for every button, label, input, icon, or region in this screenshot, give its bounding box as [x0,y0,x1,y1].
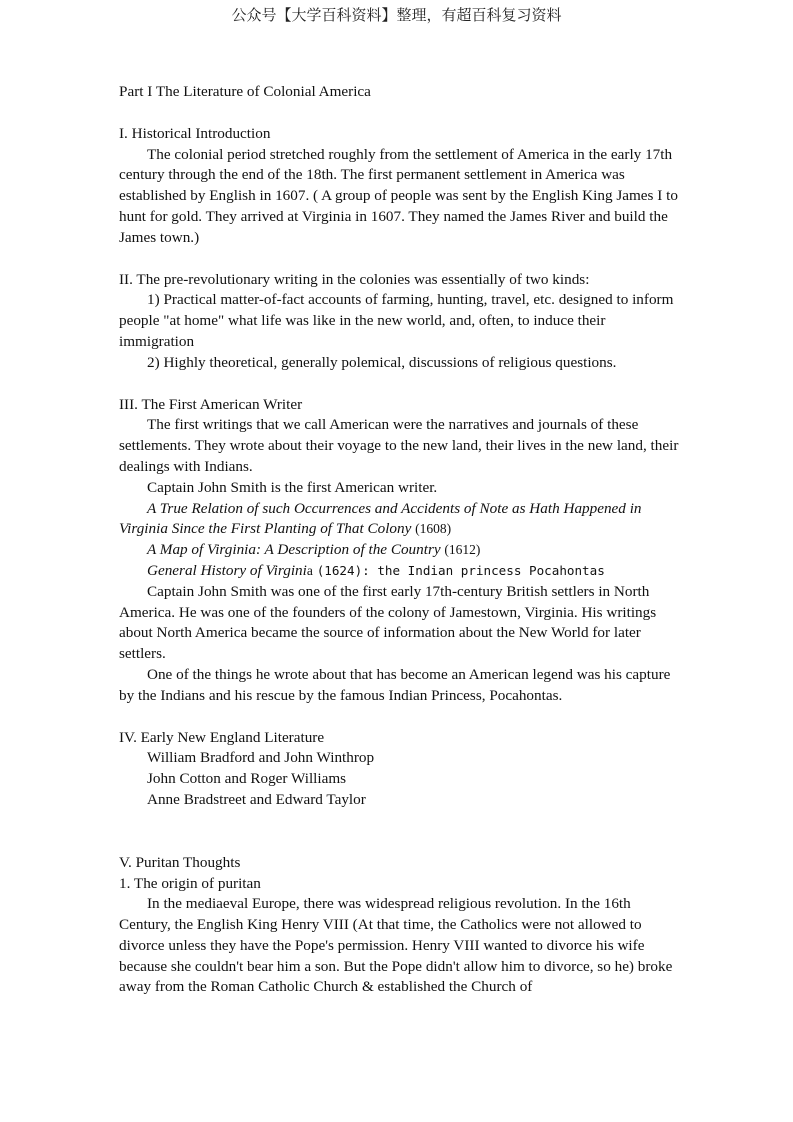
document-title: Part I The Literature of Colonial America [119,83,371,100]
section-2-heading: II. The pre-revolutionary writing in the colonies was essentially of two kinds: [119,270,590,288]
section-5-paragraph: In the mediaeval Europe, there was widespread religious revolution. In the 16th Century, the English King Henry VIII (At that time, the Catholics were not allowed to divorce unless they have the Pope's permission. Henry VIII wanted to divorce his wife because she couldn't bear him a son. But the Pope didn't allow him to divorce, so he) broke away from the Roman Catholic Church & established the Church of [119,895,673,996]
page-header-banner: 公众号【大学百科资料】整理，有超百科复习资料 [231,6,562,24]
work-3 [119,561,679,582]
work-1-title: A True Relation of such Occurrences and Accidents of Note as Hath Happened in Virginia Since the First Planting of That Colony [119,499,642,538]
work-1 [119,499,679,541]
section-2-item-2: 2) Highly theoretical, generally polemical, discussions of religious questions. [147,353,617,371]
document-body [119,82,679,998]
section-5-heading: V. Puritan Thoughts [119,853,241,871]
list-item: John Cotton and Roger Williams [147,770,347,788]
work-2-year: (1612) [444,542,481,558]
section-5-subheading: 1. The origin of puritan [119,874,261,892]
section-3-paragraph-1: The first writings that we call American were the narratives and journals of these settlements. They wrote about their voyage to the new land, their lives in the new land, their dealings with Indians. [119,416,679,475]
section-3-heading: III. The First American Writer [119,395,303,413]
work-3-title-tail: a [306,562,313,578]
section-3-paragraph-4: One of the things he wrote about that has become an American legend was his capture by the Indians and his rescue by the famous Indian Princess, Pocahontas. [119,665,671,704]
list-item: William Bradford and John Winthrop [147,749,375,767]
section-1-heading: I. Historical Introduction [119,124,271,142]
section-2-item-1: 1) Practical matter-of-fact accounts of farming, hunting, travel, etc. designed to inform people "at home" what life was like in the new world, and, often, to induce their immigration [119,291,674,350]
section-3-paragraph-2: Captain John Smith is the first American writer. [147,478,438,496]
work-3-note: (1624): the Indian princess Pocahontas [316,562,605,578]
work-1-year: (1608) [415,521,452,537]
section-1-paragraph: The colonial period stretched roughly from the settlement of America in the early 17th century through the end of the 18th. The first permanent settlement in America was established by English in 1607. ( A group of people was sent by the English King James I to hunt for gold. They arrived at Virginia in 1607. They named the James River and build the James town.) [119,145,678,246]
work-2 [119,540,679,561]
list-item: Anne Bradstreet and Edward Taylor [147,790,366,808]
work-3-title: General History of Virgini [147,561,307,579]
section-3-paragraph-3: Captain John Smith was one of the first early 17th-century British settlers in North America. He was one of the founders of the colony of Jamestown, Virginia. His writings about North America became the source of information about the New World for later settlers. [119,582,657,663]
section-4-heading: IV. Early New England Literature [119,728,325,746]
work-2-title: A Map of Virginia: A Description of the Country [147,541,441,559]
